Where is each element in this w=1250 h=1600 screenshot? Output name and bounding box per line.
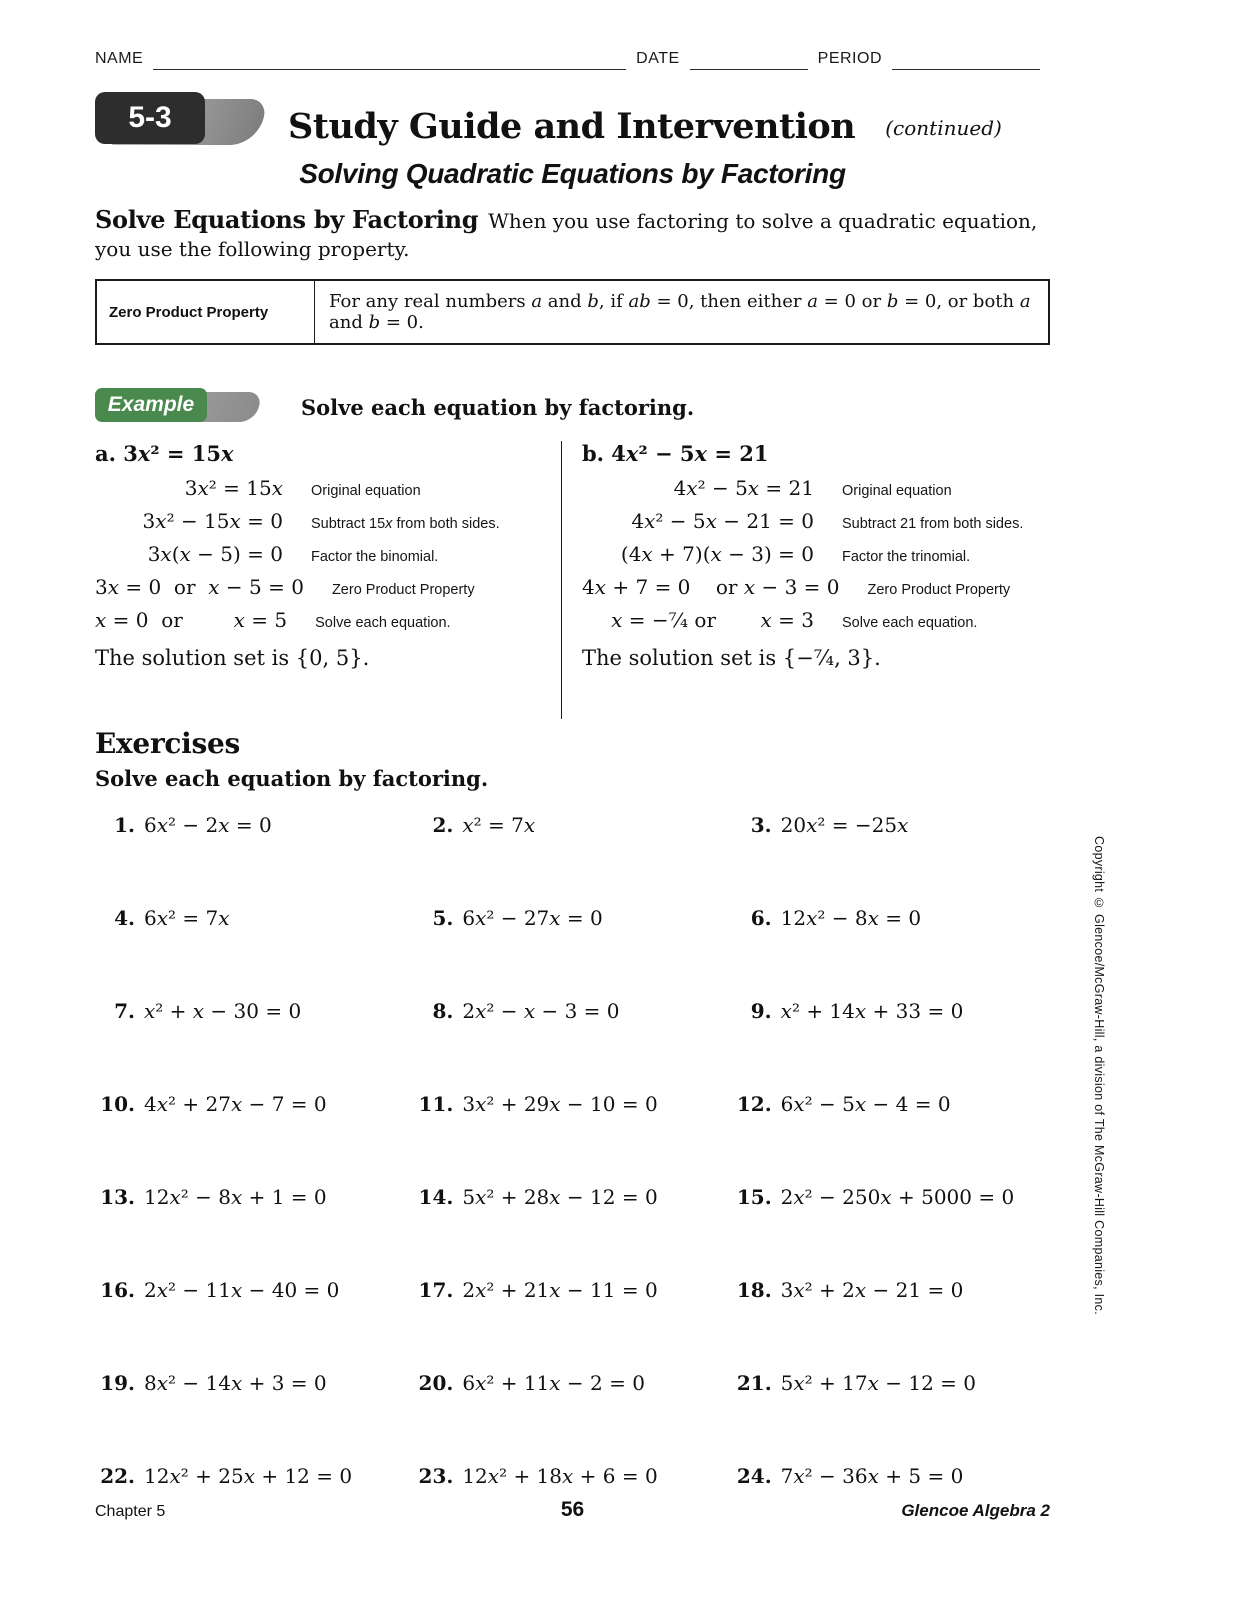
step-note: Solve each equation. [315,615,451,632]
equation: x = −⁷⁄₄ or x = 3 [611,608,814,633]
exercise-number: 8. [432,999,454,1024]
example-instruction: Solve each equation by factoring. [301,394,695,420]
section-heading: Solve Equations by Factoring [95,205,479,234]
example-b-title: b. 4x² − 5x = 21 [582,441,769,467]
exercise-item [732,813,1050,906]
exercise-number: 16. [100,1278,135,1303]
exercise-item [95,1278,413,1371]
exercise-number: 15. [736,1185,772,1210]
period-blank-line [892,50,1040,70]
example-step [95,575,547,599]
exercise-number: 18. [736,1278,772,1303]
exercise-item [95,813,413,906]
exercise-number: 10. [100,1092,135,1117]
exercise-equation: 12x² + 18x + 6 = 0 [462,1464,658,1489]
section-intro [95,204,1050,263]
lesson-badge-wrap [95,90,270,148]
exercise-item [732,999,1050,1092]
exercise-equation: 2x² − 11x − 40 = 0 [144,1278,340,1303]
title-row [95,86,1050,148]
header-blank-row [95,50,1050,70]
exercise-item [732,1185,1050,1278]
exercise-equation: 6x² − 5x − 4 = 0 [780,1092,951,1117]
exercise-number: 21. [736,1371,772,1396]
equation: 4x² − 5x = 21 [673,476,814,501]
exercise-equation: 6x² − 27x = 0 [462,906,603,931]
exercise-equation: 6x² + 11x − 2 = 0 [462,1371,645,1396]
exercise-item [95,1092,413,1185]
exercises-grid [95,813,1050,1557]
exercise-equation: 12x² − 8x + 1 = 0 [144,1185,327,1210]
property-box-label: Zero Product Property [97,281,315,343]
step-note: Factor the trinomial. [842,549,971,566]
example-step [582,575,1050,599]
continued-label: (continued) [885,116,1002,140]
exercise-number: 7. [114,999,135,1024]
property-box-text [315,281,1048,343]
exercises-instruction: Solve each equation by factoring. [95,766,489,792]
copyright-sidebar: Copyright © Glencoe/McGraw-Hill, a division of The McGraw-Hill Companies, Inc. [1092,836,1106,1315]
exercise-number: 14. [418,1185,454,1210]
equation: x = 0 or x = 5 [95,608,288,633]
exercise-equation: 5x² + 17x − 12 = 0 [780,1371,977,1396]
example-badge: Example [95,388,207,422]
exercise-equation: 12x² − 8x = 0 [780,906,922,931]
exercise-number: 6. [750,906,772,931]
exercise-number: 23. [418,1464,454,1489]
example-b-steps [582,476,1050,632]
exercise-equation: 12x² + 25x + 12 = 0 [144,1464,353,1489]
exercise-item [732,906,1050,999]
exercise-item [95,1371,413,1464]
equation: 3x² − 15x = 0 [142,509,283,534]
exercise-number: 24. [736,1464,772,1489]
property-box [95,279,1050,345]
example-a-title: a. 3x² = 15x [95,441,234,467]
exercise-equation: x² + x − 30 = 0 [144,999,302,1024]
example-column-divider [561,441,562,719]
lesson-number-badge: 5-3 [95,92,205,144]
exercise-number: 12. [736,1092,772,1117]
property-box-sentence: For any real numbers a and b, if ab = 0, then either a = 0 or b = 0, or both a and b = 0. [329,291,1031,334]
page-footer [95,1498,1050,1522]
exercise-equation: 20x² = −25x [780,813,909,838]
exercise-item [413,1185,731,1278]
example-b-column [576,441,1050,719]
example-a-column [95,441,547,719]
exercise-number: 22. [100,1464,135,1489]
example-a-solution: The solution set is {0, 5}. [95,646,370,671]
exercise-equation: x² + 14x + 33 = 0 [780,999,964,1024]
exercise-number: 13. [100,1185,135,1210]
equation: 3x(x − 5) = 0 [147,542,283,567]
equation: 3x² = 15x [184,476,283,501]
exercise-item [732,1092,1050,1185]
step-note: Factor the binomial. [311,549,439,566]
equation: (4x + 7)(x − 3) = 0 [620,542,814,567]
exercise-number: 5. [432,906,454,931]
exercise-number: 20. [418,1371,454,1396]
example-step [582,542,1050,566]
step-note: Original equation [842,483,952,500]
exercise-number: 3. [750,813,772,838]
example-step [95,476,547,500]
example-a-steps [95,476,547,632]
exercise-equation: 7x² − 36x + 5 = 0 [780,1464,964,1489]
footer-chapter: Chapter 5 [95,1503,166,1520]
example-columns [95,441,1050,719]
exercise-number: 17. [418,1278,454,1303]
step-note: Subtract 15x from both sides. [311,516,500,533]
exercise-equation: 6x² = 7x [144,906,230,931]
equation: 3x = 0 or x − 5 = 0 [95,575,304,600]
exercise-equation: 2x² + 21x − 11 = 0 [462,1278,658,1303]
exercise-item [413,813,731,906]
example-step [582,476,1050,500]
exercise-equation: 6x² − 2x = 0 [144,813,272,838]
exercise-equation: 3x² + 29x − 10 = 0 [462,1092,658,1117]
date-blank-line [690,50,808,70]
exercise-item [413,1278,731,1371]
exercise-number: 1. [114,813,135,838]
exercise-item [95,999,413,1092]
exercise-number: 19. [100,1371,135,1396]
section-intro-text: When you use factoring to solve a quadratic equation, you use the following property. [95,209,1038,262]
example-step [582,509,1050,533]
exercise-equation: 8x² − 14x + 3 = 0 [144,1371,327,1396]
equation: 4x² − 5x − 21 = 0 [631,509,814,534]
exercise-equation: 4x² + 27x − 7 = 0 [144,1092,327,1117]
date-label: DATE [636,50,680,67]
exercise-item [413,1092,731,1185]
exercises-heading: Exercises [95,727,240,761]
period-label: PERIOD [817,50,882,67]
example-step [95,608,547,632]
exercise-equation: 5x² + 28x − 12 = 0 [462,1185,658,1210]
footer-page-number: 56 [560,1498,585,1521]
exercise-number: 11. [418,1092,454,1117]
worksheet-subtitle: Solving Quadratic Equations by Factoring [299,158,846,189]
name-blank-line [153,50,626,70]
exercise-equation: 2x² − 250x + 5000 = 0 [780,1185,1015,1210]
step-note: Solve each equation. [842,615,978,632]
example-step [582,608,1050,632]
example-step [95,509,547,533]
step-note: Original equation [311,483,421,500]
exercise-equation: 2x² − x − 3 = 0 [462,999,620,1024]
step-note: Zero Product Property [331,582,475,599]
example-header [95,387,1050,427]
exercise-item [413,999,731,1092]
exercise-number: 9. [750,999,772,1024]
footer-edition: Glencoe Algebra 2 [901,1501,1050,1520]
example-b-solution: The solution set is {−⁷⁄₄, 3}. [582,646,881,671]
exercise-number: 2. [432,813,454,838]
exercise-number: 4. [114,906,135,931]
exercise-item [732,1278,1050,1371]
step-note: Subtract 21 from both sides. [842,516,1024,533]
page-title: Study Guide and Intervention [288,106,856,147]
exercise-item [413,906,731,999]
exercise-equation: x² = 7x [462,813,536,838]
exercise-item [95,906,413,999]
example-badge-wrap [95,388,265,426]
equation: 4x + 7 = 0 or x − 3 = 0 [582,575,840,600]
step-note: Zero Product Property [867,582,1011,599]
name-label: NAME [95,50,144,67]
exercise-item [413,1371,731,1464]
example-step [95,542,547,566]
exercise-item [95,1185,413,1278]
exercise-item [732,1371,1050,1464]
exercise-equation: 3x² + 2x − 21 = 0 [780,1278,964,1303]
